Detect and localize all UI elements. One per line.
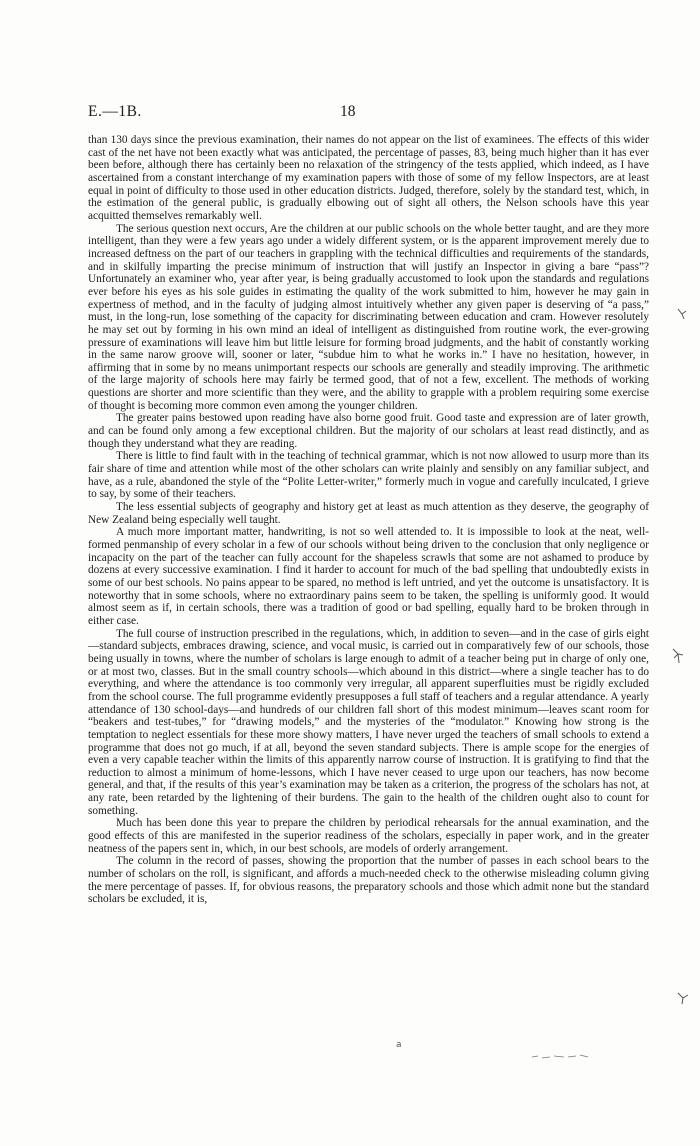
paragraph: A much more important matter, handwriting, is not so well attended to. It is impossible to look at the neat, well-formed penmanship of every scholar in a few of our schools without being driven to the conclusion that only negligence or incapacity on the part of the teacher can fully account for the shapeless scrawls that some are not ashamed to produce by dozens at every successive examination. I find it harder to account for much of the bad spelling that undoubtedly exists in some of our best schools. No pains appear to be spared, no method is left untried, and yet the outcome is unsatisfactory. It is noteworthy that in some schools, where no extraordinary pains seem to be taken, the spelling is uniformly good. It would almost seem as if, in certain schools, there was a tradition of good or bad spelling, equally hard to be broken through in either case.: [88, 526, 649, 627]
footer-scribble: [530, 1051, 590, 1061]
paragraph: The greater pains bestowed upon reading have also borne good fruit. Good taste and expression are of later growth, and can be found only among a few exceptional children. But the majority of our scholars at least read distinctly, and as though they understand what they are reading.: [88, 412, 649, 450]
document-code: E.—1B.: [88, 103, 142, 120]
footer-signature-mark: a: [396, 1040, 402, 1050]
page-number: 18: [340, 103, 356, 120]
paragraph: Much has been done this year to prepare the children by periodical rehearsals for the annual examination, and the good effects of this are manifested in the superior readiness of the scholars, especially in paper work, and in the greater neatness of the papers sent in, which, in our best schools, are models of orderly arrangement.: [88, 817, 649, 855]
paragraph: The serious question next occurs, Are the children at our public schools on the whole better taught, and are they more intelligent, than they were a few years ago under a widely different system, or is the apparent improvement merely due to increased deftness on the part of our teachers in grappling with the technical difficulties and requirements of the standards, and in skilfully imparting the precise minimum of instruction that will justify an Inspector in giving a bare “pass”? Unfortunately an examiner who, year after year, is being gradually accustomed to look upon the standards and regulations ever before his eyes as his sole guides in estimating the quality of the work submitted to him, however he may gain in expertness of method, and in the faculty of judging almost intuitively whether any given paper is deserving of “a pass,” must, in the long-run, lose something of the capacity for discriminating between education and cram. However resolutely he may set out by forming in his own mind an ideal of intelligent as distinguished from routine work, the ever-growing pressure of examinations will leave him but little leisure for forming broad judgments, and the habit of constantly working in the same narow groove will, sooner or later, “subdue him to what he works in.” I have no hesitation, however, in affirming that in some by no means unimportant respects our schools are generally and steadily improving. The arithmetic of the large majority of schools here may fairly be termed good, that of not a few, excellent. The methods of working questions are shorter and more scientific than they were, and the ability to grapple with a problem requiring some exercise of thought is becoming more common even among the younger children.: [88, 222, 649, 412]
margin-mark: [676, 307, 688, 321]
paragraph: The less essential subjects of geography and history get at least as much attention as they deserve, the geography of New Zealand being especially well taught.: [88, 501, 649, 526]
body-text: [88, 134, 649, 906]
page-header: [88, 103, 648, 123]
margin-mark: [676, 990, 690, 1006]
margin-mark: [670, 646, 686, 666]
paragraph: The full course of instruction prescribed in the regulations, which, in addition to seven—and in the case of girls eight—standard subjects, embraces drawing, science, and vocal music, is carried out in comparatively few of our schools, those being usually in towns, where the number of scholars is large enough to admit of a teacher being put in charge of only one, or at most two, classes. But in the small country schools—which abound in this district—where a single teacher has to do everything, and where the attendance is too commonly very irregular, all apparent superfluities must be rigidly excluded from the school course. The full programme evidently presupposes a full staff of teachers and a regular attendance. A yearly attendance of 130 school-days—and hundreds of our children fall short of this modest minimum—leaves scant room for “beakers and test-tubes,” for “drawing models,” and the mysteries of the “modulator.” Knowing how strong is the temptation to neglect essentials for these more showy matters, I have never urged the teachers of small schools to extend a programme that does not go much, if at all, beyond the seven standard subjects. There is ample scope for the energies of even a very capable teacher within the limits of this apparently narrow course of instruction. It is gratifying to find that the reduction to almost a minimum of home-lessons, which I have never ceased to urge upon our teachers, has now become general, and that, if the results of this year’s examination may be taken as a criterion, the progress of the scholars has not, at any rate, been retarded by the lightening of their burdens. The gain to the health of the children ought also to count for something.: [88, 627, 649, 817]
paragraph: The column in the record of passes, showing the proportion that the number of passes in each school bears to the number of scholars on the roll, is significant, and affords a much-needed check to the otherwise misleading column giving the mere percentage of passes. If, for obvious reasons, the preparatory schools and those which admit none but the standard scholars be excluded, it is,: [88, 855, 649, 906]
paragraph: There is little to find fault with in the teaching of technical grammar, which is not now allowed to usurp more than its fair share of time and attention while most of the other scholars can write plainly and sensibly on any familiar subject, and have, as a rule, abandoned the style of the “Polite Letter-writer,” formerly much in vogue and carefully inculcated, I grieve to say, by some of their teachers.: [88, 450, 649, 501]
paragraph: than 130 days since the previous examination, their names do not appear on the list of examinees. The effects of this wider cast of the net have not been exactly what was anticipated, the percentage of passes, 83, being much higher than it has ever been before, although there has certainly been no relaxation of the stringency of the tests applied, which indeed, as I have ascertained from a constant interchange of my examination papers with those of some of my fellow Inspectors, are at least equal in point of difficulty to those used in other education districts. Judged, therefore, solely by the standard test, which, in the estimation of the general public, is gradually elbowing out of sight all others, the Nelson schools have this year acquitted themselves remarkably well.: [88, 134, 649, 222]
